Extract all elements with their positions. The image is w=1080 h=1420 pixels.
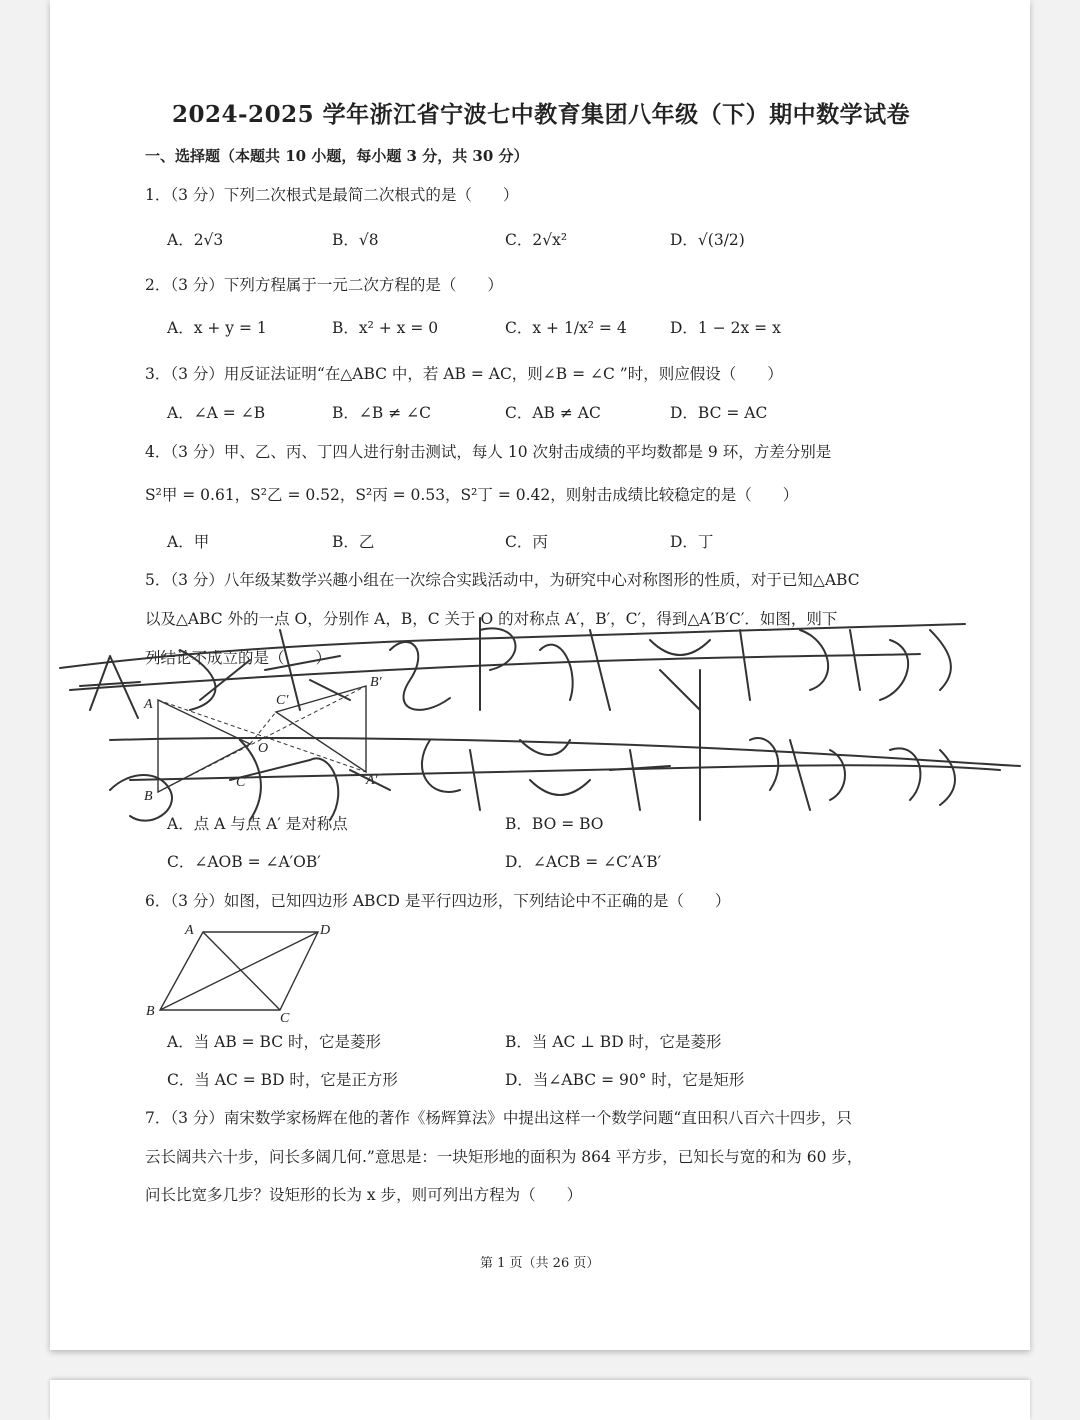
scribble-stroke-3 [265,630,350,710]
label-a: A [144,697,153,712]
label-c: C [236,775,246,790]
question-4-line-1: 4．（3 分）甲、乙、丙、丁四人进行射击测试，每人 10 次射击成绩的平均数都是 9 环，方差分别是 [145,443,832,461]
q4-option-b: B．乙 [332,533,375,551]
scribble-stroke-12 [310,758,390,820]
q3-option-a: A．∠A = ∠B [167,404,266,422]
question-2: 2．（3 分）下列方程属于一元二次方程的是（ ） [145,276,503,294]
q2-option-b: B．x² + x = 0 [332,319,439,337]
label-o: O [258,741,269,756]
q6-option-c: C．当 AC = BD 时，它是正方形 [167,1071,398,1089]
page-footer: 第 1 页（共 26 页） [480,1256,600,1271]
scribble-stroke-11 [230,740,310,820]
question-5-line-1: 5．（3 分）八年级某数学兴趣小组在一次综合实践活动中，为研究中心对称图形的性质，对于已知△ABC [145,571,860,589]
question-5-line-3: 列结论不成立的是（ ） [145,649,332,667]
question-1: 1．（3 分）下列二次根式是最简二次根式的是（ ） [145,186,519,204]
label-a-prime: A′ [366,773,378,788]
scribble-stroke-17 [750,738,845,810]
diagonal-bd [160,932,318,1010]
scribble-stroke-13 [422,740,480,810]
q4-option-a: A．甲 [167,533,210,551]
label-b: B [146,1004,155,1019]
question-7-line-1: 7．（3 分）南宋数学家杨辉在他的著作《杨辉算法》中提出这样一个数学问题“直田积八百六十四步，只 [145,1109,852,1127]
diagonal-ac [203,932,280,1010]
q6-option-a: A．当 AB = BC 时，它是菱形 [167,1033,382,1051]
q3-option-d: D．BC = AC [670,404,768,422]
scribble-stroke-10 [110,775,172,821]
question-6: 6．（3 分）如图，已知四边形 ABCD 是平行四边形，下列结论中不正确的是（ ） [145,892,731,910]
q5-option-a: A．点 A 与点 A′ 是对称点 [167,815,348,833]
q1-option-d: D．√(3/2) [670,231,745,249]
q2-option-c: C．x + 1/x² = 4 [505,319,627,337]
q1-option-c: C．2√x² [505,231,568,249]
scribble-line-3 [110,738,1020,766]
question-3: 3．（3 分）用反证法证明“在△ABC 中，若 AB = AC，则∠B = ∠C ”时，则应假设（ ） [145,365,783,383]
scribble-stroke-4 [390,642,450,710]
q2-option-d: D．1 − 2x = x [670,319,781,337]
label-a: A [185,923,194,938]
question-7-line-3: 问长比宽多几步？设矩形的长为 x 步，则可列出方程为（ ） [145,1186,583,1204]
next-page-edge [50,1380,1030,1420]
exam-page [50,0,1030,1350]
label-d: D [320,923,331,938]
scribble-stroke-9 [930,630,951,690]
scribble-line-1 [60,624,965,668]
scribble-stroke-8 [800,630,908,700]
q5-option-b: B．BO = BO [505,815,604,833]
q2-option-a: A．x + y = 1 [167,319,267,337]
question-5-line-2: 以及△ABC 外的一点 O，分别作 A，B，C 关于 O 的对称点 A′，B′，C′，得到△A′B′C′．如图，则下 [145,610,838,628]
q6-figure [140,918,350,1023]
q4-option-c: C．丙 [505,533,548,551]
label-b-prime: B′ [370,675,382,690]
label-b: B [144,789,153,804]
handwriting-overlay [50,590,1030,840]
q1-option-b: B．√8 [332,231,379,249]
scribble-stroke-18 [890,748,955,805]
q6-option-b: B．当 AC ⊥ BD 时，它是菱形 [505,1033,722,1051]
scribble-stroke-14 [520,740,590,795]
question-4-line-2: S²甲 = 0.61，S²乙 = 0.52，S²丙 = 0.53，S²丁 = 0.42，则射击成绩比较稳定的是（ ） [145,486,799,504]
q3-option-c: C．AB ≠ AC [505,404,601,422]
section-heading: 一、选择题（本题共 10 小题，每小题 3 分，共 30 分） [145,147,529,165]
q5-option-c: C．∠AOB = ∠A′OB′ [167,853,321,871]
label-c: C [280,1011,290,1023]
label-c-prime: C′ [276,693,289,708]
q4-option-d: D．丁 [670,533,714,551]
q1-option-a: A．2√3 [167,231,224,249]
scribble-stroke-15 [610,750,670,810]
q3-option-b: B．∠B ≠ ∠C [332,404,431,422]
question-7-line-2: 云长阔共六十步，问长多阔几何.”意思是：一块矩形地的面积为 864 平方步，已知长与宽的和为 60 步， [145,1148,863,1166]
scribble-line-2 [70,654,920,690]
scribble-stroke-6 [540,630,610,710]
page-title: 2024-2025 学年浙江省宁波七中教育集团八年级（下）期中数学试卷 [172,101,911,128]
q6-option-d: D．当∠ABC = 90° 时，它是矩形 [505,1071,745,1089]
q5-option-d: D．∠ACB = ∠C′A′B′ [505,853,662,871]
